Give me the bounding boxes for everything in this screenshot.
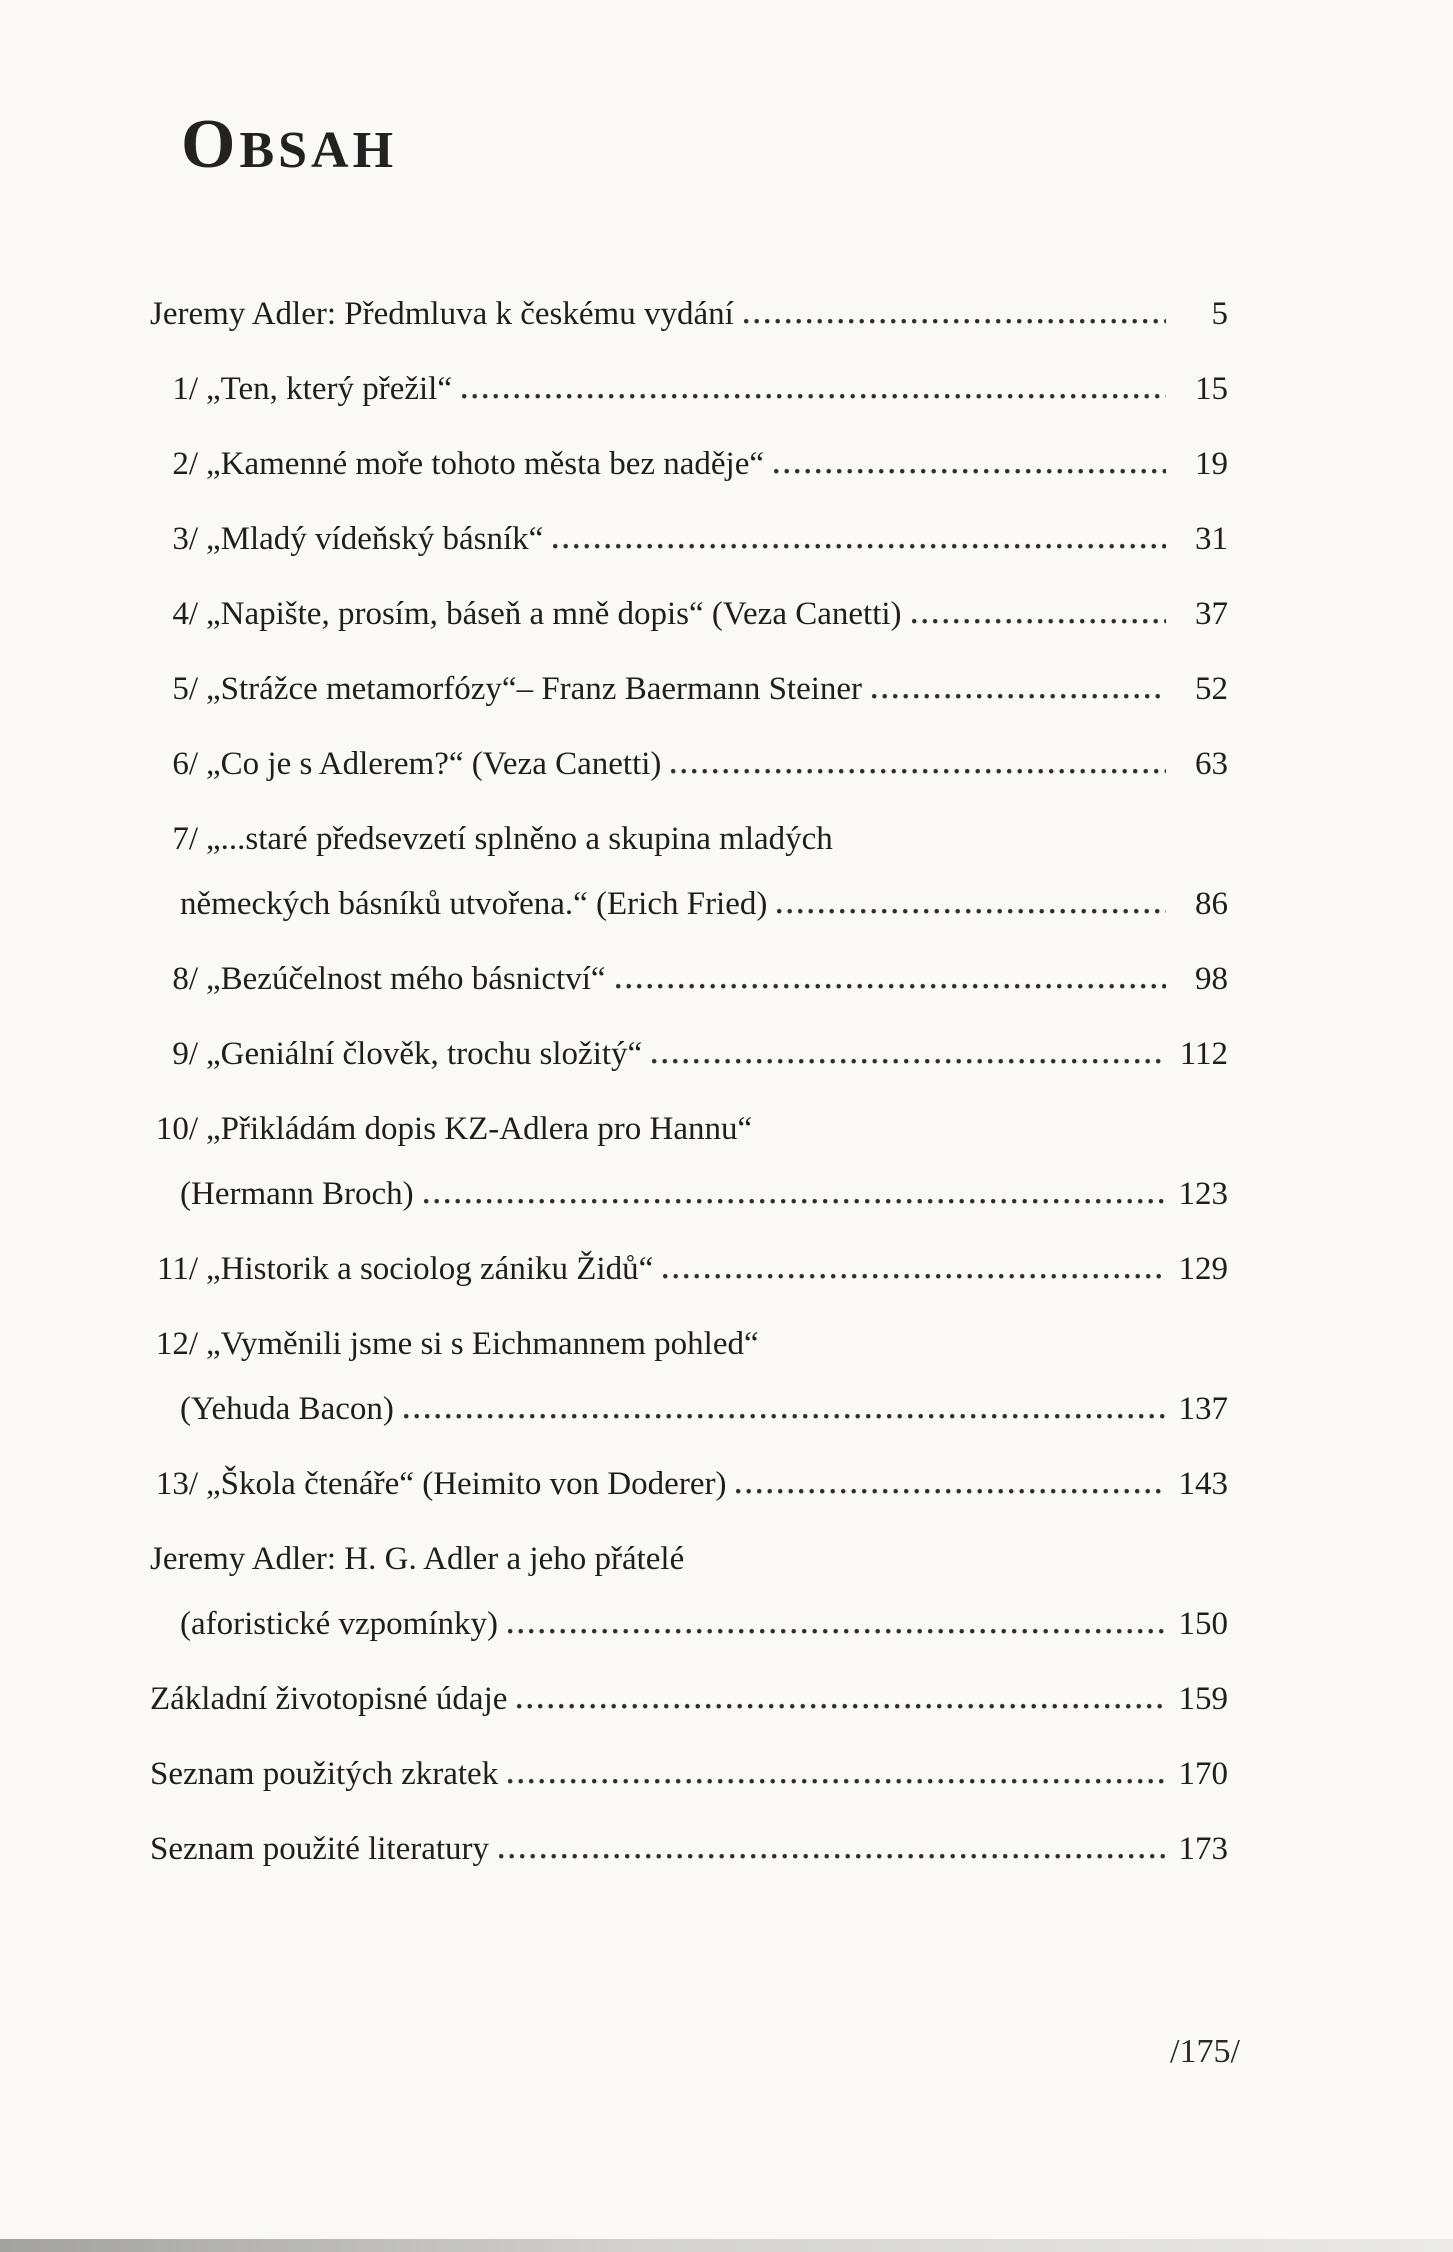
toc-entry-number: 11/	[157, 1251, 198, 1287]
toc-entry-title: „Strážce metamorfózy“– Franz Baermann Steiner	[206, 671, 863, 707]
toc-entry-row	[150, 1679, 1228, 1719]
toc-entry	[150, 1829, 1228, 1869]
toc-entry-row-continuation	[180, 1174, 1228, 1214]
dot-leader	[777, 908, 1166, 914]
toc-entry-title: „Mladý vídeňský básník“	[206, 521, 544, 557]
toc-entry-number: 3/	[172, 521, 198, 557]
toc-entry-page: 112	[1179, 1036, 1228, 1072]
toc-entry-page: 15	[1195, 371, 1228, 407]
toc-entry-row	[150, 744, 1228, 784]
toc-entry-number: 10/	[155, 1111, 198, 1147]
toc-entry	[150, 519, 1228, 559]
toc-entry	[150, 594, 1228, 634]
toc-entry	[150, 444, 1228, 484]
toc-entry-row	[150, 294, 1228, 334]
toc-entry-number: 8/	[172, 961, 198, 997]
toc-entry-number: 1/	[172, 371, 198, 407]
toc-entry-title: „Napište, prosím, báseň a mně dopis“ (Veza Canetti)	[206, 596, 902, 632]
toc-entry-number: 2/	[172, 446, 198, 482]
dot-leader	[424, 1198, 1166, 1204]
toc-entry-page: 86	[1195, 886, 1228, 922]
toc-entry	[150, 669, 1228, 709]
dot-leader	[508, 1778, 1166, 1784]
dot-leader	[671, 768, 1166, 774]
toc-entry-number: 9/	[172, 1036, 198, 1072]
toc-entry-title: Seznam použité literatury	[150, 1831, 490, 1867]
toc-entry-number: 6/	[172, 746, 198, 782]
toc-entry	[150, 1109, 1228, 1214]
toc-entry-row-continuation	[180, 1389, 1228, 1429]
toc-entry-title: Základní životopisné údaje	[150, 1681, 508, 1717]
toc-entry	[150, 369, 1228, 409]
toc-entry-row	[150, 1464, 1228, 1504]
toc-entry-row	[150, 1754, 1228, 1794]
toc-entry	[150, 1324, 1228, 1429]
toc-entry-row	[150, 594, 1228, 634]
toc-entry-title: Seznam použitých zkratek	[150, 1756, 499, 1792]
toc-entry-row	[150, 369, 1228, 409]
toc-entry-page: 137	[1178, 1391, 1228, 1427]
table-of-contents	[150, 294, 1228, 1904]
toc-entry-row	[150, 1539, 1228, 1579]
toc-entry-row	[150, 819, 1228, 859]
toc-entry-title: „Historik a sociolog zániku Židů“	[206, 1251, 654, 1287]
toc-entry-page: 19	[1195, 446, 1228, 482]
toc-entry-row	[150, 1829, 1228, 1869]
toc-entry-title: „Co je s Adlerem?“ (Veza Canetti)	[206, 746, 662, 782]
toc-entry-number: 7/	[172, 821, 198, 857]
toc-entry-page: 123	[1178, 1176, 1228, 1212]
toc-entry-page: 150	[1178, 1606, 1228, 1642]
toc-entry-page: 143	[1178, 1466, 1228, 1502]
dot-leader	[872, 693, 1166, 699]
toc-entry-title: Jeremy Adler: H. G. Adler a jeho přátelé	[150, 1541, 685, 1577]
toc-entry-title: „Škola čtenáře“ (Heimito von Doderer)	[206, 1466, 727, 1502]
dot-leader	[499, 1853, 1166, 1859]
toc-entry-page: 63	[1195, 746, 1228, 782]
toc-entry-row	[150, 1324, 1228, 1364]
toc-entry-row	[150, 959, 1228, 999]
page-title: OBSAH	[181, 106, 398, 183]
toc-entry-title: „...staré předsevzetí splněno a skupina mladých	[206, 821, 833, 857]
toc-entry-page: 159	[1178, 1681, 1228, 1717]
dot-leader	[404, 1413, 1166, 1419]
toc-entry-title: „Bezúčelnost mého básnictví“	[206, 961, 606, 997]
toc-entry-row-continuation	[180, 1604, 1228, 1644]
dot-leader	[744, 318, 1166, 324]
dot-leader	[652, 1058, 1166, 1064]
toc-entry-page: 173	[1178, 1831, 1228, 1867]
toc-entry-row	[150, 1249, 1228, 1289]
toc-entry-number: 4/	[172, 596, 198, 632]
toc-entry-number: 13/	[155, 1466, 198, 1502]
toc-entry-page: 31	[1195, 521, 1228, 557]
toc-entry-title: „Přikládám dopis KZ-Adlera pro Hannu“	[206, 1111, 753, 1147]
toc-entry	[150, 1539, 1228, 1644]
dot-leader	[736, 1488, 1166, 1494]
toc-entry-row	[150, 1034, 1228, 1074]
dot-leader	[553, 543, 1166, 549]
toc-entry-title: „Geniální člověk, trochu složitý“	[206, 1036, 643, 1072]
dot-leader	[462, 393, 1166, 399]
toc-entry-page: 170	[1178, 1756, 1228, 1792]
toc-entry-title-continuation: (Yehuda Bacon)	[180, 1391, 394, 1427]
toc-entry	[150, 1034, 1228, 1074]
toc-entry-row	[150, 519, 1228, 559]
toc-entry-title: „Ten, který přežil“	[206, 371, 452, 407]
folio-page-number: /175/	[1170, 2033, 1240, 2070]
toc-entry	[150, 294, 1228, 334]
toc-entry-title: „Kamenné moře tohoto města bez naděje“	[206, 446, 765, 482]
toc-entry-page: 98	[1195, 961, 1228, 997]
toc-entry	[150, 744, 1228, 784]
dot-leader	[517, 1703, 1166, 1709]
toc-entry-row	[150, 669, 1228, 709]
toc-entry-row-continuation	[180, 884, 1228, 924]
toc-entry-number: 5/	[172, 671, 198, 707]
toc-entry-page: 52	[1195, 671, 1228, 707]
toc-entry-title-continuation: (aforistické vzpomínky)	[180, 1606, 498, 1642]
dot-leader	[663, 1273, 1166, 1279]
toc-entry	[150, 1679, 1228, 1719]
dot-leader	[508, 1628, 1166, 1634]
toc-entry	[150, 959, 1228, 999]
toc-entry-page: 129	[1178, 1251, 1228, 1287]
toc-entry	[150, 819, 1228, 924]
dot-leader	[616, 983, 1166, 989]
toc-entry-title: Jeremy Adler: Předmluva k českému vydání	[150, 296, 734, 332]
toc-entry	[150, 1464, 1228, 1504]
dot-leader	[774, 468, 1166, 474]
toc-entry-page: 5	[1211, 296, 1228, 332]
toc-entry-row	[150, 444, 1228, 484]
toc-entry-row	[150, 1109, 1228, 1149]
dot-leader	[912, 618, 1166, 624]
toc-entry-title: „Vyměnili jsme si s Eichmannem pohled“	[206, 1326, 759, 1362]
scan-edge-shadow	[0, 2239, 1453, 2252]
toc-entry	[150, 1754, 1228, 1794]
toc-entry	[150, 1249, 1228, 1289]
toc-entry-title-continuation: (Hermann Broch)	[180, 1176, 414, 1212]
toc-entry-title-continuation: německých básníků utvořena.“ (Erich Fried)	[180, 886, 768, 922]
toc-entry-number: 12/	[155, 1326, 198, 1362]
toc-entry-page: 37	[1195, 596, 1228, 632]
